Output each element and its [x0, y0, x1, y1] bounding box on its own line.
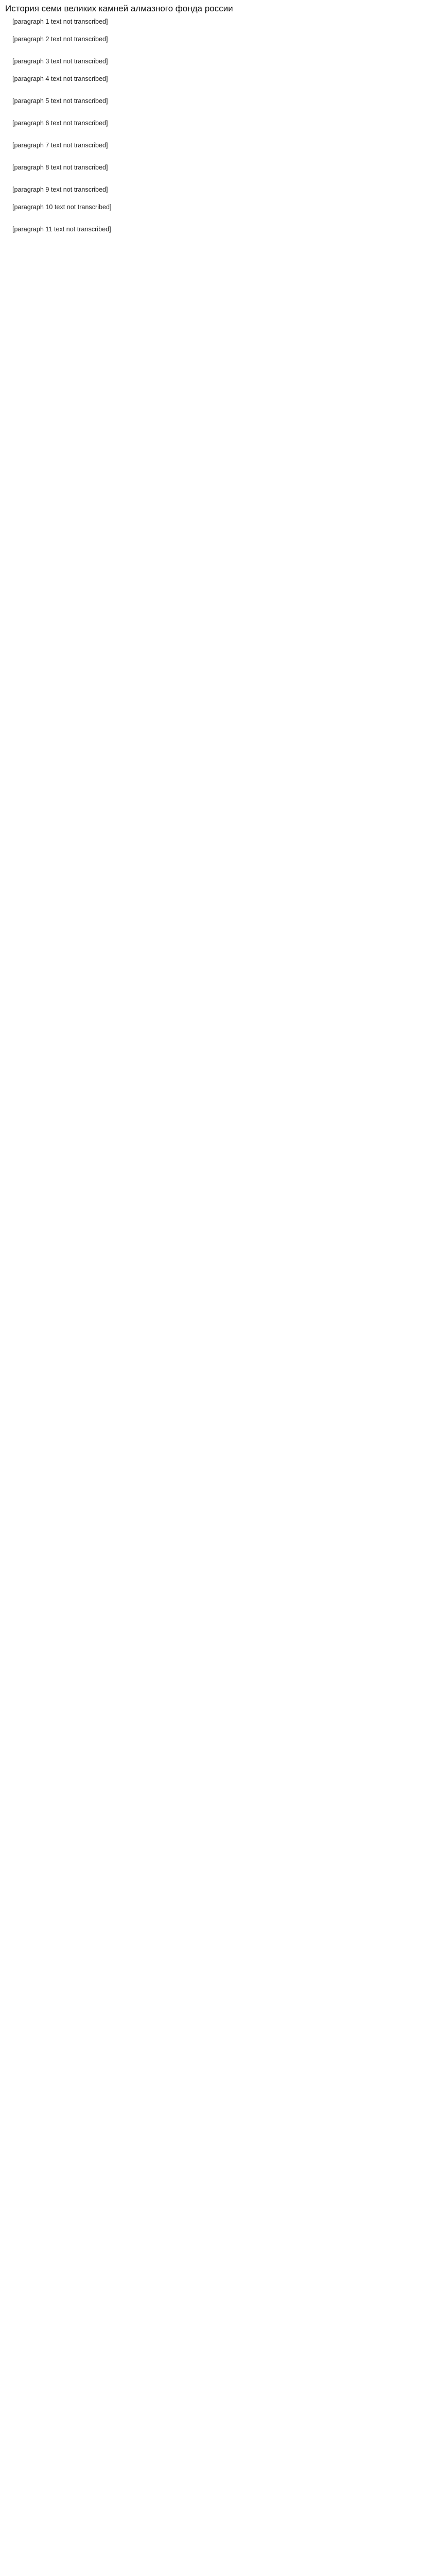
paragraph-gap — [5, 150, 431, 163]
paragraph-gap — [5, 44, 431, 57]
page-title: История семи великих камней алмазного фонда россии — [5, 4, 233, 13]
paragraph-7: [paragraph 7 text not transcribed] — [12, 142, 108, 149]
paragraph-10: [paragraph 10 text not transcribed] — [12, 204, 112, 211]
paragraph-gap — [5, 66, 431, 75]
paragraph-gap — [5, 26, 431, 35]
paragraph-11: [paragraph 11 text not transcribed] — [12, 226, 111, 233]
paragraph-gap — [5, 194, 431, 203]
paragraph-gap — [5, 106, 431, 119]
paragraph-3: [paragraph 3 text not transcribed] — [12, 58, 108, 65]
paragraph-2: [paragraph 2 text not transcribed] — [12, 36, 108, 43]
paragraph-gap — [5, 83, 431, 97]
paragraph-5: [paragraph 5 text not transcribed] — [12, 97, 108, 105]
paragraph-4: [paragraph 4 text not transcribed] — [12, 75, 108, 82]
paragraph-6: [paragraph 6 text not transcribed] — [12, 120, 108, 127]
paragraph-8: [paragraph 8 text not transcribed] — [12, 164, 108, 171]
paragraph-gap — [5, 128, 431, 141]
paragraph-intro: [paragraph 1 text not transcribed] — [12, 18, 108, 25]
paragraph-9: [paragraph 9 text not transcribed] — [12, 186, 108, 193]
article-body — [5, 18, 431, 234]
paragraph-gap — [5, 172, 431, 185]
paragraph-gap — [5, 212, 431, 225]
